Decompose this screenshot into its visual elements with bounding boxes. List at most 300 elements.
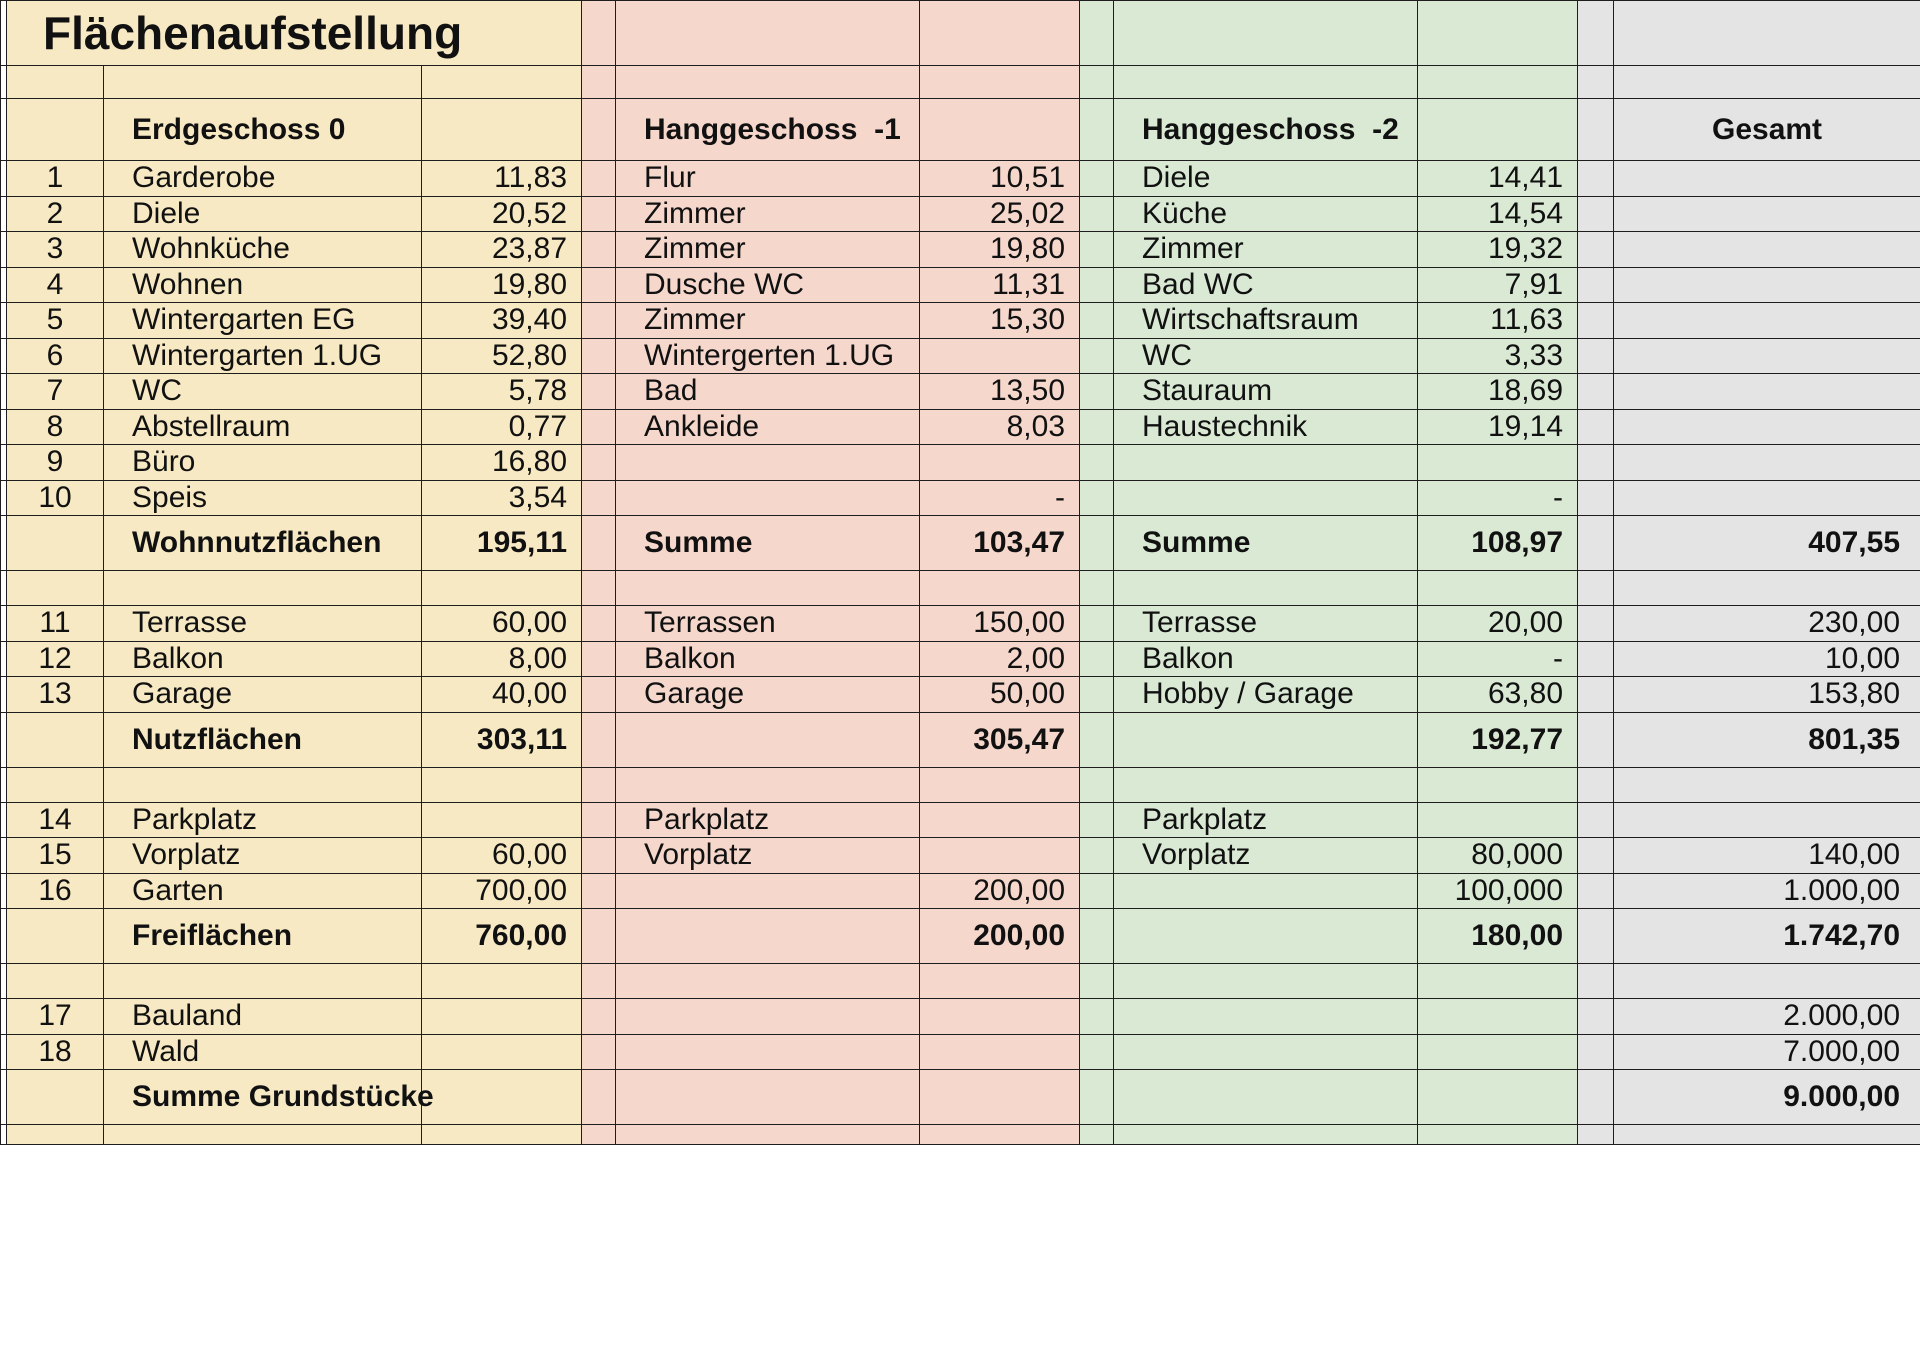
row-number[interactable]: 13 — [7, 677, 104, 713]
cell[interactable] — [1578, 480, 1614, 516]
hg2-room-area[interactable]: 11,63 — [1418, 303, 1578, 339]
total-area[interactable]: 7.000,00 — [1614, 1034, 1920, 1070]
cell[interactable] — [920, 66, 1080, 99]
cell[interactable] — [1578, 802, 1614, 838]
cell[interactable] — [422, 999, 582, 1035]
hg2-room-area[interactable]: 18,69 — [1418, 374, 1578, 410]
eg-room-name[interactable]: Wintergarten EG — [104, 303, 422, 339]
cell[interactable] — [1080, 909, 1114, 964]
hg2-room-name[interactable]: Parkplatz — [1114, 802, 1418, 838]
cell[interactable] — [920, 1125, 1080, 1145]
hg1-room-area[interactable]: 11,31 — [920, 267, 1080, 303]
hg2-sum-label[interactable]: Summe — [1114, 516, 1418, 571]
hg2-room-area[interactable]: 3,33 — [1418, 338, 1578, 374]
hg1-room-area[interactable]: 50,00 — [920, 677, 1080, 713]
row-number[interactable]: 7 — [7, 374, 104, 410]
cell[interactable] — [582, 606, 616, 642]
cell[interactable] — [1418, 1, 1578, 66]
eg-room-area[interactable]: 19,80 — [422, 267, 582, 303]
hg1-room-name[interactable] — [616, 873, 920, 909]
cell[interactable] — [920, 999, 1080, 1035]
cell[interactable] — [1614, 1125, 1920, 1145]
eg-room-name[interactable]: Balkon — [104, 641, 422, 677]
total-area[interactable] — [1614, 445, 1920, 481]
eg-sum-value[interactable]: 195,11 — [422, 516, 582, 571]
eg-room-area[interactable]: 5,78 — [422, 374, 582, 410]
cell[interactable] — [7, 909, 104, 964]
eg-room-area[interactable]: 0,77 — [422, 409, 582, 445]
cell[interactable] — [7, 964, 104, 999]
cell[interactable] — [1114, 999, 1418, 1035]
cell[interactable] — [1080, 712, 1114, 767]
cell[interactable] — [1578, 99, 1614, 161]
cell[interactable] — [1578, 964, 1614, 999]
total-area[interactable] — [1614, 232, 1920, 268]
header-erdgeschoss[interactable]: Erdgeschoss 0 — [104, 99, 422, 161]
hg2-room-name[interactable]: Küche — [1114, 196, 1418, 232]
hg1-room-name[interactable]: Terrassen — [616, 606, 920, 642]
row-number[interactable]: 3 — [7, 232, 104, 268]
hg2-room-name[interactable] — [1114, 873, 1418, 909]
cell[interactable] — [104, 964, 422, 999]
cell[interactable] — [1418, 964, 1578, 999]
cell[interactable] — [616, 767, 920, 802]
row-number[interactable]: 8 — [7, 409, 104, 445]
cell[interactable] — [1080, 267, 1114, 303]
cell[interactable] — [582, 964, 616, 999]
hg2-room-area[interactable]: 80,000 — [1418, 838, 1578, 874]
cell[interactable] — [582, 838, 616, 874]
cell[interactable] — [582, 1125, 616, 1145]
row-number[interactable]: 9 — [7, 445, 104, 481]
eg-room-area[interactable]: 60,00 — [422, 606, 582, 642]
cell[interactable] — [1578, 409, 1614, 445]
hg1-room-name[interactable]: Garage — [616, 677, 920, 713]
cell[interactable] — [1578, 641, 1614, 677]
cell[interactable] — [1578, 873, 1614, 909]
cell[interactable] — [920, 1, 1080, 66]
eg-room-name[interactable]: WC — [104, 374, 422, 410]
hg2-room-name[interactable] — [1114, 445, 1418, 481]
hg1-room-name[interactable]: Zimmer — [616, 232, 920, 268]
cell[interactable] — [616, 1125, 920, 1145]
cell[interactable] — [1578, 1070, 1614, 1125]
cell[interactable] — [582, 338, 616, 374]
cell[interactable] — [1114, 1034, 1418, 1070]
row-number[interactable]: 10 — [7, 480, 104, 516]
eg-room-name[interactable]: Vorplatz — [104, 838, 422, 874]
cell[interactable] — [1418, 66, 1578, 99]
cell[interactable] — [1080, 66, 1114, 99]
cell[interactable] — [582, 999, 616, 1035]
hg2-sum-value[interactable]: 108,97 — [1418, 516, 1578, 571]
hg1-sum-label[interactable]: Summe — [616, 516, 920, 571]
hg1-room-name[interactable] — [616, 445, 920, 481]
hg2-room-area[interactable]: 19,14 — [1418, 409, 1578, 445]
row-number[interactable]: 5 — [7, 303, 104, 339]
hg1-sum-value[interactable]: 305,47 — [920, 712, 1080, 767]
hg1-room-area[interactable]: 150,00 — [920, 606, 1080, 642]
cell[interactable] — [1578, 999, 1614, 1035]
cell[interactable] — [582, 480, 616, 516]
cell[interactable] — [582, 1, 616, 66]
cell[interactable] — [1080, 1, 1114, 66]
eg-room-area[interactable]: 8,00 — [422, 641, 582, 677]
cell[interactable] — [1578, 767, 1614, 802]
hg1-room-area[interactable]: 200,00 — [920, 873, 1080, 909]
eg-room-area[interactable]: 20,52 — [422, 196, 582, 232]
cell[interactable] — [1578, 606, 1614, 642]
cell[interactable] — [582, 571, 616, 606]
cell[interactable] — [1080, 516, 1114, 571]
cell[interactable] — [422, 99, 582, 161]
cell[interactable] — [1080, 374, 1114, 410]
grund-sum-value[interactable]: 9.000,00 — [1614, 1070, 1920, 1125]
hg1-room-area[interactable]: 15,30 — [920, 303, 1080, 339]
eg-room-name[interactable]: Speis — [104, 480, 422, 516]
cell[interactable] — [104, 571, 422, 606]
cell[interactable] — [1578, 1125, 1614, 1145]
cell[interactable] — [920, 1034, 1080, 1070]
eg-room-name[interactable]: Abstellraum — [104, 409, 422, 445]
hg2-room-area[interactable]: 19,32 — [1418, 232, 1578, 268]
eg-room-name[interactable]: Garderobe — [104, 161, 422, 197]
hg2-room-area[interactable]: - — [1418, 480, 1578, 516]
cell[interactable] — [1614, 964, 1920, 999]
cell[interactable] — [1578, 677, 1614, 713]
eg-room-area[interactable]: 52,80 — [422, 338, 582, 374]
total-area[interactable] — [1614, 374, 1920, 410]
total-area[interactable] — [1614, 303, 1920, 339]
hg2-room-area[interactable]: 14,41 — [1418, 161, 1578, 197]
eg-room-name[interactable]: Wohnen — [104, 267, 422, 303]
cell[interactable] — [1114, 1070, 1418, 1125]
cell[interactable] — [582, 196, 616, 232]
hg1-room-area[interactable] — [920, 802, 1080, 838]
total-sum-value[interactable]: 407,55 — [1614, 516, 1920, 571]
hg2-room-name[interactable]: Stauraum — [1114, 374, 1418, 410]
cell[interactable] — [422, 767, 582, 802]
eg-room-area[interactable]: 39,40 — [422, 303, 582, 339]
eg-room-area[interactable]: 60,00 — [422, 838, 582, 874]
row-number[interactable]: 15 — [7, 838, 104, 874]
cell[interactable] — [582, 712, 616, 767]
cell[interactable] — [1578, 374, 1614, 410]
hg1-sum-label[interactable] — [616, 712, 920, 767]
cell[interactable] — [1578, 571, 1614, 606]
cell[interactable] — [1578, 267, 1614, 303]
cell[interactable] — [1080, 232, 1114, 268]
hg1-room-area[interactable] — [920, 445, 1080, 481]
cell[interactable] — [582, 677, 616, 713]
eg-room-name[interactable]: Parkplatz — [104, 802, 422, 838]
cell[interactable] — [1578, 445, 1614, 481]
hg2-room-area[interactable]: 63,80 — [1418, 677, 1578, 713]
cell[interactable] — [1418, 999, 1578, 1035]
hg1-room-area[interactable]: 2,00 — [920, 641, 1080, 677]
hg2-room-name[interactable]: Bad WC — [1114, 267, 1418, 303]
hg2-room-area[interactable]: 7,91 — [1418, 267, 1578, 303]
hg1-room-name[interactable]: Zimmer — [616, 303, 920, 339]
row-number[interactable]: 1 — [7, 161, 104, 197]
cell[interactable] — [1080, 999, 1114, 1035]
hg1-room-area[interactable]: 25,02 — [920, 196, 1080, 232]
hg1-room-name[interactable]: Zimmer — [616, 196, 920, 232]
cell[interactable] — [1578, 712, 1614, 767]
eg-room-name[interactable]: Terrasse — [104, 606, 422, 642]
hg2-sum-label[interactable] — [1114, 909, 1418, 964]
cell[interactable] — [582, 516, 616, 571]
cell[interactable] — [920, 767, 1080, 802]
cell[interactable] — [1080, 964, 1114, 999]
cell[interactable] — [422, 66, 582, 99]
total-area[interactable]: 2.000,00 — [1614, 999, 1920, 1035]
hg2-sum-label[interactable] — [1114, 712, 1418, 767]
row-number[interactable]: 18 — [7, 1034, 104, 1070]
cell[interactable] — [1578, 909, 1614, 964]
cell[interactable] — [1418, 1070, 1578, 1125]
cell[interactable] — [920, 1070, 1080, 1125]
hg2-room-name[interactable]: Diele — [1114, 161, 1418, 197]
cell[interactable] — [1614, 66, 1920, 99]
hg1-sum-value[interactable]: 103,47 — [920, 516, 1080, 571]
hg2-room-area[interactable]: - — [1418, 641, 1578, 677]
cell[interactable] — [616, 1070, 920, 1125]
hg2-room-name[interactable] — [1114, 480, 1418, 516]
hg1-room-area[interactable]: 8,03 — [920, 409, 1080, 445]
cell[interactable] — [1418, 1125, 1578, 1145]
cell[interactable] — [920, 99, 1080, 161]
cell[interactable] — [1114, 1125, 1418, 1145]
total-area[interactable] — [1614, 338, 1920, 374]
cell[interactable] — [1578, 232, 1614, 268]
cell[interactable] — [1080, 677, 1114, 713]
cell[interactable] — [582, 909, 616, 964]
eg-room-area[interactable]: 11,83 — [422, 161, 582, 197]
cell[interactable] — [7, 1125, 104, 1145]
cell[interactable] — [7, 767, 104, 802]
cell[interactable] — [582, 66, 616, 99]
cell[interactable] — [1080, 1070, 1114, 1125]
cell[interactable] — [1080, 571, 1114, 606]
cell[interactable] — [1578, 196, 1614, 232]
eg-room-name[interactable]: Wohnküche — [104, 232, 422, 268]
cell[interactable] — [422, 571, 582, 606]
cell[interactable] — [1418, 1034, 1578, 1070]
eg-sum-value[interactable]: 760,00 — [422, 909, 582, 964]
cell[interactable] — [1080, 480, 1114, 516]
cell[interactable] — [582, 303, 616, 339]
hg2-room-name[interactable]: Wirtschaftsraum — [1114, 303, 1418, 339]
eg-room-area[interactable] — [422, 802, 582, 838]
hg2-room-area[interactable]: 100,000 — [1418, 873, 1578, 909]
grund-sum-label[interactable]: Summe Grundstücke — [104, 1070, 422, 1125]
hg2-room-name[interactable]: Haustechnik — [1114, 409, 1418, 445]
cell[interactable] — [616, 999, 920, 1035]
total-area[interactable] — [1614, 802, 1920, 838]
total-area[interactable]: 1.000,00 — [1614, 873, 1920, 909]
cell[interactable] — [1080, 99, 1114, 161]
cell[interactable] — [582, 161, 616, 197]
cell[interactable] — [582, 873, 616, 909]
hg2-room-area[interactable] — [1418, 802, 1578, 838]
hg1-room-name[interactable]: Flur — [616, 161, 920, 197]
total-sum-value[interactable]: 801,35 — [1614, 712, 1920, 767]
cell[interactable] — [1578, 161, 1614, 197]
cell[interactable] — [1578, 838, 1614, 874]
total-area[interactable]: 230,00 — [1614, 606, 1920, 642]
hg1-sum-value[interactable]: 200,00 — [920, 909, 1080, 964]
total-sum-value[interactable]: 1.742,70 — [1614, 909, 1920, 964]
cell[interactable] — [1114, 571, 1418, 606]
cell[interactable] — [1080, 445, 1114, 481]
hg1-room-area[interactable]: 19,80 — [920, 232, 1080, 268]
hg2-room-name[interactable]: WC — [1114, 338, 1418, 374]
cell[interactable] — [7, 571, 104, 606]
eg-room-area[interactable]: 40,00 — [422, 677, 582, 713]
cell[interactable] — [7, 66, 104, 99]
cell[interactable] — [104, 767, 422, 802]
hg1-room-name[interactable]: Wintergerten 1.UG — [616, 338, 920, 374]
hg1-room-name[interactable]: Balkon — [616, 641, 920, 677]
cell[interactable] — [1114, 1, 1418, 66]
eg-sum-label[interactable]: Freiflächen — [104, 909, 422, 964]
hg2-room-area[interactable] — [1418, 445, 1578, 481]
hg1-room-name[interactable]: Parkplatz — [616, 802, 920, 838]
row-number[interactable]: 11 — [7, 606, 104, 642]
eg-room-name[interactable]: Wald — [104, 1034, 422, 1070]
cell[interactable] — [616, 66, 920, 99]
eg-room-name[interactable]: Garten — [104, 873, 422, 909]
cell[interactable] — [582, 802, 616, 838]
row-number[interactable]: 12 — [7, 641, 104, 677]
hg2-room-name[interactable]: Hobby / Garage — [1114, 677, 1418, 713]
eg-sum-value[interactable]: 303,11 — [422, 712, 582, 767]
total-area[interactable]: 140,00 — [1614, 838, 1920, 874]
cell[interactable] — [422, 964, 582, 999]
hg2-room-area[interactable]: 20,00 — [1418, 606, 1578, 642]
cell[interactable] — [582, 267, 616, 303]
total-area[interactable]: 153,80 — [1614, 677, 1920, 713]
cell[interactable] — [1418, 767, 1578, 802]
row-number[interactable]: 16 — [7, 873, 104, 909]
eg-room-name[interactable]: Wintergarten 1.UG — [104, 338, 422, 374]
cell[interactable] — [422, 1070, 582, 1125]
cell[interactable] — [104, 66, 422, 99]
hg2-room-name[interactable]: Balkon — [1114, 641, 1418, 677]
row-number[interactable]: 14 — [7, 802, 104, 838]
cell[interactable] — [1080, 767, 1114, 802]
cell[interactable] — [7, 99, 104, 161]
hg2-sum-value[interactable]: 180,00 — [1418, 909, 1578, 964]
cell[interactable] — [920, 571, 1080, 606]
sheet-title[interactable]: Flächenaufstellung — [7, 1, 582, 66]
cell[interactable] — [1080, 641, 1114, 677]
hg2-room-area[interactable]: 14,54 — [1418, 196, 1578, 232]
cell[interactable] — [616, 1, 920, 66]
cell[interactable] — [616, 964, 920, 999]
cell[interactable] — [7, 516, 104, 571]
eg-room-name[interactable]: Büro — [104, 445, 422, 481]
eg-room-name[interactable]: Garage — [104, 677, 422, 713]
eg-room-area[interactable]: 3,54 — [422, 480, 582, 516]
cell[interactable] — [104, 1125, 422, 1145]
header-hanggeschoss-1[interactable]: Hanggeschoss -1 — [616, 99, 920, 161]
eg-sum-label[interactable]: Nutzflächen — [104, 712, 422, 767]
eg-room-name[interactable]: Diele — [104, 196, 422, 232]
row-number[interactable]: 6 — [7, 338, 104, 374]
row-number[interactable]: 4 — [7, 267, 104, 303]
hg1-sum-label[interactable] — [616, 909, 920, 964]
total-area[interactable]: 10,00 — [1614, 641, 1920, 677]
cell[interactable] — [422, 1034, 582, 1070]
cell[interactable] — [582, 641, 616, 677]
cell[interactable] — [616, 1034, 920, 1070]
hg1-room-area[interactable]: - — [920, 480, 1080, 516]
hg1-room-name[interactable]: Bad — [616, 374, 920, 410]
eg-room-name[interactable]: Bauland — [104, 999, 422, 1035]
cell[interactable] — [582, 99, 616, 161]
hg2-room-name[interactable]: Terrasse — [1114, 606, 1418, 642]
cell[interactable] — [1080, 1034, 1114, 1070]
cell[interactable] — [616, 571, 920, 606]
header-gesamt[interactable]: Gesamt — [1614, 99, 1920, 161]
hg1-room-name[interactable]: Dusche WC — [616, 267, 920, 303]
cell[interactable] — [582, 767, 616, 802]
hg1-room-area[interactable]: 10,51 — [920, 161, 1080, 197]
cell[interactable] — [1614, 1, 1920, 66]
cell[interactable] — [1578, 338, 1614, 374]
cell[interactable] — [920, 964, 1080, 999]
cell[interactable] — [1080, 161, 1114, 197]
hg1-room-area[interactable] — [920, 838, 1080, 874]
cell[interactable] — [1578, 1, 1614, 66]
cell[interactable] — [1578, 516, 1614, 571]
cell[interactable] — [1080, 1125, 1114, 1145]
total-area[interactable] — [1614, 480, 1920, 516]
eg-room-area[interactable]: 23,87 — [422, 232, 582, 268]
cell[interactable] — [582, 232, 616, 268]
cell[interactable] — [1080, 838, 1114, 874]
eg-room-area[interactable]: 16,80 — [422, 445, 582, 481]
eg-sum-label[interactable]: Wohnnutzflächen — [104, 516, 422, 571]
cell[interactable] — [422, 1125, 582, 1145]
cell[interactable] — [582, 409, 616, 445]
hg1-room-area[interactable] — [920, 338, 1080, 374]
cell[interactable] — [582, 374, 616, 410]
cell[interactable] — [582, 1034, 616, 1070]
total-area[interactable] — [1614, 409, 1920, 445]
cell[interactable] — [1080, 606, 1114, 642]
total-area[interactable] — [1614, 161, 1920, 197]
cell[interactable] — [1418, 571, 1578, 606]
cell[interactable] — [1578, 303, 1614, 339]
hg2-room-name[interactable]: Vorplatz — [1114, 838, 1418, 874]
cell[interactable] — [1080, 338, 1114, 374]
row-number[interactable]: 2 — [7, 196, 104, 232]
cell[interactable] — [1114, 767, 1418, 802]
cell[interactable] — [7, 1070, 104, 1125]
cell[interactable] — [7, 712, 104, 767]
row-number[interactable]: 17 — [7, 999, 104, 1035]
cell[interactable] — [1080, 196, 1114, 232]
hg1-room-name[interactable] — [616, 480, 920, 516]
cell[interactable] — [1080, 873, 1114, 909]
hg1-room-name[interactable]: Ankleide — [616, 409, 920, 445]
cell[interactable] — [1080, 409, 1114, 445]
hg2-room-name[interactable]: Zimmer — [1114, 232, 1418, 268]
cell[interactable] — [1114, 66, 1418, 99]
